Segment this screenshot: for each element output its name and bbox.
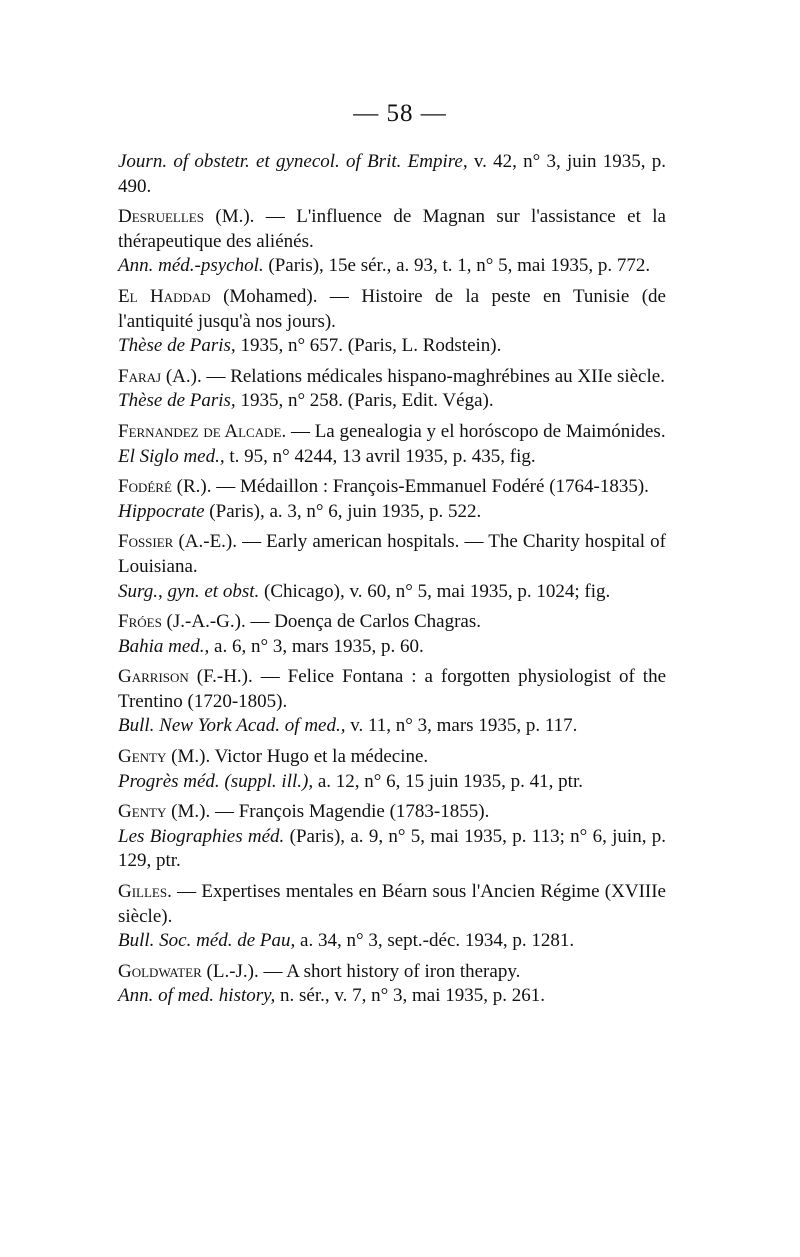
- entry-source-journal: Bahia med.,: [118, 635, 210, 657]
- entry-source-details: (Paris), a. 9, n° 5, mai 1935, p. 113; n° 6, juin, p. 129, ptr.: [118, 825, 667, 872]
- entry-source: [118, 770, 666, 795]
- entry-source: [118, 929, 666, 954]
- entry-author: Fossier: [118, 531, 174, 553]
- entry-author: Genty: [118, 746, 167, 768]
- entry-source-journal: Surg., gyn. et obst.: [118, 580, 260, 602]
- bibliography-entry: [118, 150, 666, 199]
- entry-source-journal: Thèse de Paris,: [118, 335, 236, 357]
- entry-source: [118, 714, 666, 739]
- bibliography-entry: [118, 365, 666, 414]
- page-number: — 58 —: [353, 100, 447, 127]
- entry-source: [118, 500, 666, 525]
- entry-title: (M.). Victor Hugo et la médecine.: [166, 746, 429, 768]
- entry-author: Gilles.: [118, 881, 172, 903]
- entry-source-details: 1935, n° 657. (Paris, L. Rodstein).: [235, 335, 502, 357]
- entry-source-details: t. 95, n° 4244, 13 avril 1935, p. 435, fig.: [224, 445, 536, 467]
- entry-source-details: a. 34, n° 3, sept.-déc. 1934, p. 1281.: [295, 930, 575, 952]
- entry-source-details: (Paris), a. 3, n° 6, juin 1935, p. 522.: [204, 500, 482, 522]
- entry-title: (Mohamed). — Histoire de la peste en Tunisie (de l'antiquité jusqu'à nos jours).: [118, 285, 666, 332]
- entry-title: (A.). — Relations médicales hispano-maghrébines au XIIe siècle.: [161, 365, 665, 387]
- entry-source: [118, 635, 666, 660]
- entry-author: Desruelles (M.).: [118, 206, 255, 228]
- entry-source-journal: Ann. of med. history,: [118, 985, 276, 1007]
- bibliography-entry: [118, 800, 666, 874]
- entry-source-details: a. 6, n° 3, mars 1935, p. 60.: [209, 635, 424, 657]
- entry-source-details: 1935, n° 258. (Paris, Edit. Véga).: [235, 390, 494, 412]
- entry-source-details: n. sér., v. 7, n° 3, mai 1935, p. 261.: [275, 985, 545, 1007]
- entry-title: (L.-J.). — A short history of iron therapy.: [201, 960, 521, 982]
- entry-author: Faraj: [118, 365, 162, 387]
- bibliography-entry: [118, 880, 666, 954]
- entry-source: [118, 580, 666, 605]
- entry-source-details: (Chicago), v. 60, n° 5, mai 1935, p. 1024; fig.: [259, 580, 611, 602]
- bibliography-list: [118, 150, 666, 1015]
- entry-title: (F.-H.). — Felice Fontana : a forgotten physiologist of the Trentino (1720-1805).: [118, 666, 666, 712]
- entry-author: Fernandez de Alcade.: [118, 420, 287, 442]
- entry-author: Fróes: [118, 611, 162, 633]
- bibliography-entry: [118, 420, 666, 469]
- bibliography-entry: [118, 205, 666, 279]
- entry-source-journal: Progrès méd. (suppl. ill.),: [118, 770, 314, 792]
- entry-source-details: (Paris), 15e sér., a. 93, t. 1, n° 5, mai 1935, p. 772.: [263, 255, 651, 277]
- bibliography-entry: [118, 665, 666, 739]
- entry-source-journal: Hippocrate: [118, 500, 205, 522]
- entry-source: [118, 445, 666, 470]
- entry-author: Garrison: [118, 666, 189, 688]
- entry-source-journal: Thèse de Paris,: [118, 390, 236, 412]
- entry-source-journal: Bull. New York Acad. of med.,: [118, 715, 346, 737]
- entry-source: [118, 254, 666, 279]
- entry-source: [118, 334, 666, 359]
- entry-title: — L'influence de Magnan sur l'assistance et la thérapeutique des aliénés.: [118, 206, 666, 252]
- entry-source: [118, 389, 666, 414]
- bibliography-entry: [118, 530, 666, 604]
- entry-source-journal: Les Biographies méd.: [118, 825, 285, 847]
- entry-author: El Haddad: [118, 285, 211, 307]
- bibliography-entry: [118, 745, 666, 794]
- entry-title: — La genealogia y el horóscopo de Maimónides.: [286, 420, 666, 442]
- bibliography-entry: [118, 610, 666, 659]
- entry-source-details: a. 12, n° 6, 15 juin 1935, p. 41, ptr.: [313, 770, 583, 792]
- entry-title: — Expertises mentales en Béarn sous l'Ancien Régime (XVIIIe siècle).: [118, 881, 666, 927]
- entry-source-journal: El Siglo med.,: [118, 445, 225, 467]
- entry-title: (M.). — François Magendie (1783-1855).: [166, 801, 490, 823]
- entry-title: (R.). — Médaillon : François-Emmanuel Fodéré (1764-1835).: [171, 476, 649, 498]
- bibliography-entry: [118, 285, 666, 359]
- entry-source-details: v. 11, n° 3, mars 1935, p. 117.: [345, 715, 578, 737]
- entry-source-journal: Bull. Soc. méd. de Pau,: [118, 930, 296, 952]
- entry-author: Genty: [118, 801, 167, 823]
- entry-author: Goldwater: [118, 960, 202, 982]
- entry-source-details: v. 42, n° 3, juin 1935, p. 490.: [118, 151, 667, 197]
- entry-source: [118, 150, 666, 199]
- entry-title: (A.-E.). — Early american hospitals. — The Charity hospital of Louisiana.: [118, 531, 666, 577]
- bibliography-entry: [118, 960, 666, 1009]
- entry-author: Fodéré: [118, 476, 172, 498]
- entry-source: [118, 825, 666, 874]
- entry-title: (J.-A.-G.). — Doença de Carlos Chagras.: [161, 611, 482, 633]
- entry-source-journal: Journ. of obstetr. et gynecol. of Brit. Empire,: [118, 151, 468, 172]
- entry-source: [118, 984, 666, 1009]
- entry-source-journal: Ann. méd.-psychol.: [118, 255, 264, 277]
- bibliography-entry: [118, 475, 666, 524]
